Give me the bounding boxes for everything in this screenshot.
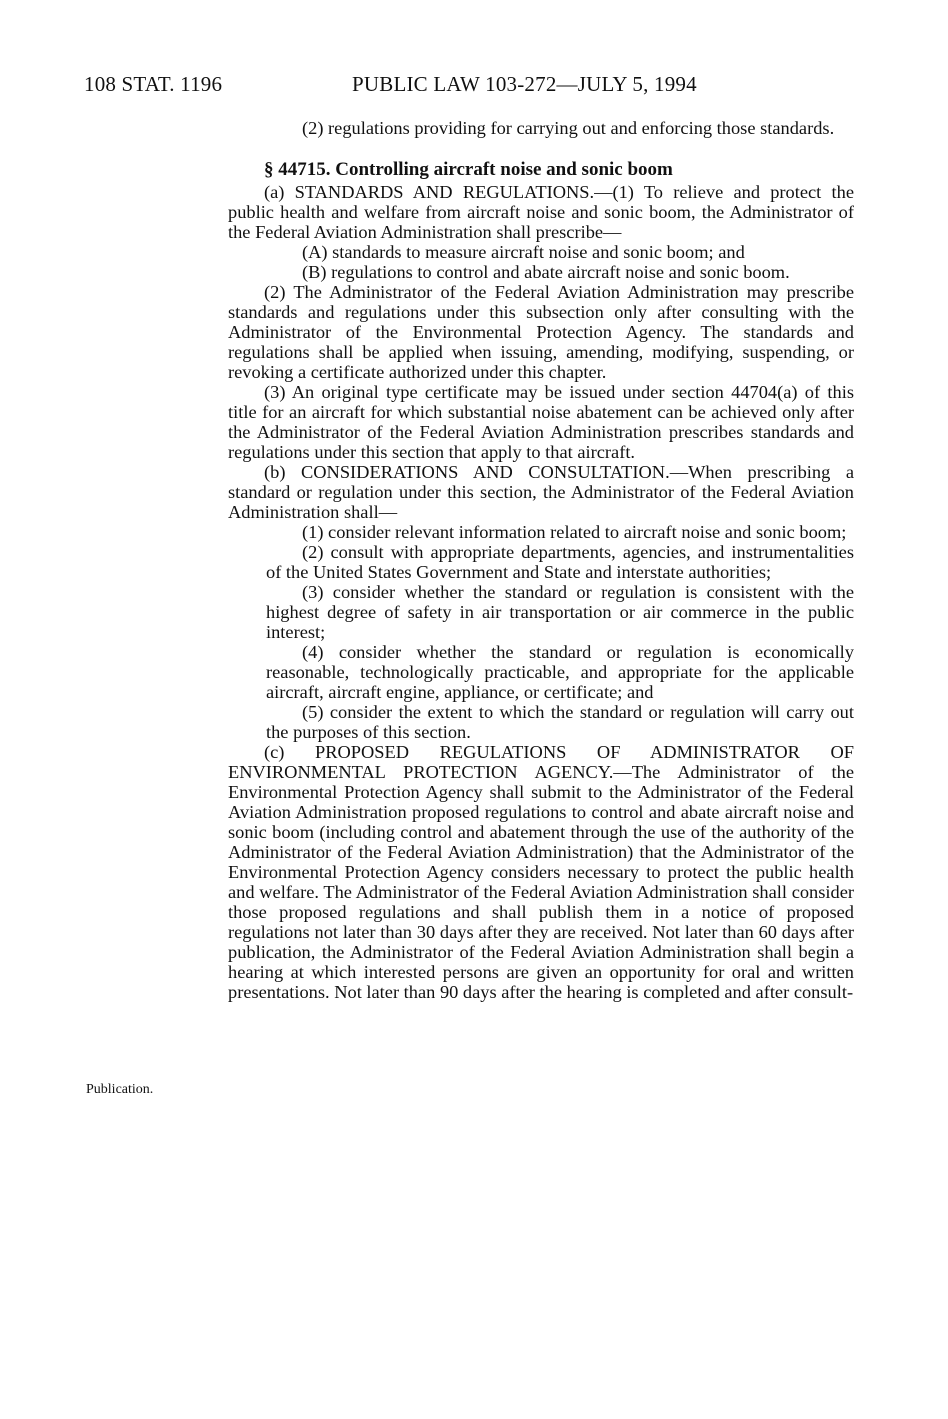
paragraph: (A) standards to measure aircraft noise and sonic boom; and — [302, 242, 745, 262]
law-title: PUBLIC LAW 103-272—JULY 5, 1994 — [352, 72, 697, 96]
paragraph: (3) An original type certificate may be issued under section 44704(a) of this title for an aircraft for which substantial noise abatement can be achieved only after the Administrator of the Federal Aviation Administration prescribes standards and regulations under this section that apply to that aircraft. — [228, 382, 854, 462]
section-heading: § 44715. Controlling aircraft noise and sonic boom — [264, 159, 673, 180]
paragraph: (1) consider relevant information related to aircraft noise and sonic boom; — [302, 522, 847, 542]
paragraph: (4) consider whether the standard or regulation is economically reasonable, technologically practicable, and appropriate for the applicable aircraft, aircraft engine, appliance, or certificate; and — [266, 642, 854, 702]
paragraph: (5) consider the extent to which the standard or regulation will carry out the purposes of this section. — [266, 702, 854, 742]
margin-note: Publication. — [86, 1082, 154, 1097]
paragraph: (b) CONSIDERATIONS AND CONSULTATION.—When prescribing a standard or regulation under this section, the Administrator of the Federal Aviation Administration shall— — [228, 462, 854, 522]
stat-reference: 108 STAT. 1196 — [84, 72, 223, 96]
paragraph: (2) The Administrator of the Federal Aviation Administration may prescribe standards and regulations under this subsection only after consulting with the Administrator of the Environmental Protection Agency. The standards and regulations shall be applied when issuing, amending, modifying, suspending, or revoking a certificate authorized under this chapter. — [228, 282, 854, 382]
paragraph: (2) regulations providing for carrying out and enforcing those standards. — [302, 118, 835, 138]
paragraph: (a) STANDARDS AND REGULATIONS.—(1) To relieve and protect the public health and welfare from aircraft noise and sonic boom, the Administrator of the Federal Aviation Administration shall prescribe— — [228, 182, 854, 242]
paragraph: (B) regulations to control and abate aircraft noise and sonic boom. — [302, 262, 790, 282]
paragraph: (3) consider whether the standard or regulation is consistent with the highest degree of safety in air transportation or air commerce in the public interest; — [266, 582, 854, 642]
document-body — [228, 118, 854, 1002]
paragraph: (2) consult with appropriate departments, agencies, and instrumentalities of the United States Government and State and interstate authorities; — [266, 542, 854, 582]
paragraph: (c) PROPOSED REGULATIONS OF ADMINISTRATOR OF ENVIRONMENTAL PROTECTION AGENCY.—The Administrator of the Environmental Protection Agency shall submit to the Administrator of the Federal Aviation Administration proposed regulations to control and abate aircraft noise and sonic boom (including control and abatement through the use of the authority of the Administrator of the Federal Aviation Administration) that the Administrator of the Environmental Protection Agency considers necessary to protect the public health and welfare. The Administrator of the Federal Aviation Administration shall consider those proposed regulations and shall publish them in a notice of proposed regulations not later than 30 days after they are received. Not later than 60 days after publication, the Administrator of the Federal Aviation Administration shall begin a hearing at which interested persons are given an opportunity for oral and written presentations. Not later than 90 days after the hearing is completed and after consult- — [228, 742, 854, 1002]
